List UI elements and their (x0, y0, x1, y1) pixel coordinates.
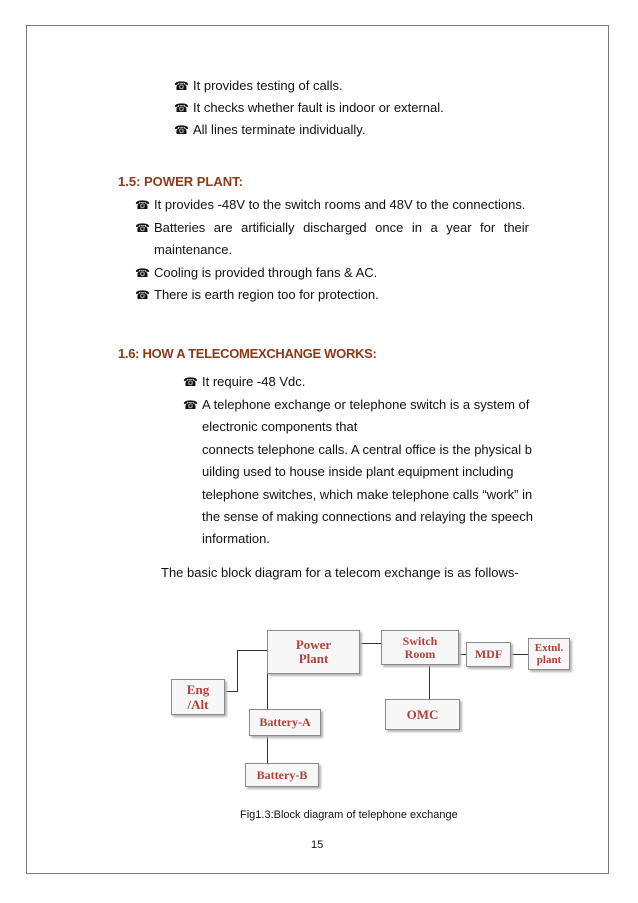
connector (359, 643, 381, 644)
node-switch-room: Switch Room (381, 630, 459, 665)
page-number: 15 (311, 839, 324, 851)
telephone-icon: ☎ (174, 79, 189, 93)
figure-caption: Fig1.3:Block diagram of telephone exchange (240, 809, 458, 821)
telephone-icon: ☎ (135, 198, 150, 212)
section-heading-exchange-works: 1.6: HOW A TELECOMEXCHANGE WORKS: (118, 346, 377, 361)
power-item: It provides -48V to the switch rooms and 48V to the connections. (154, 197, 526, 212)
telephone-icon: ☎ (183, 398, 198, 412)
connector (459, 654, 466, 655)
section-heading-power-plant: 1.5: POWER PLANT: (118, 174, 243, 189)
connector (510, 654, 528, 655)
works-item: A telephone exchange or telephone switch is a system of (202, 397, 530, 412)
works-item: It require -48 Vdc. (202, 374, 306, 389)
telephone-icon: ☎ (183, 375, 198, 389)
power-item: Cooling is provided through fans & AC. (154, 265, 378, 280)
power-item: There is earth region too for protection. (154, 287, 379, 302)
telephone-icon: ☎ (174, 123, 189, 137)
works-item-continued: uilding used to house inside plant equipment including (202, 464, 514, 479)
works-item-continued: information. (202, 531, 270, 546)
connector (429, 664, 430, 699)
works-item-continued: connects telephone calls. A central office is the physical b (202, 442, 533, 457)
works-item-continued: electronic components that (202, 419, 358, 434)
connector (237, 650, 267, 651)
power-item-continued: maintenance. (154, 242, 233, 257)
node-battery-b: Battery-B (245, 763, 319, 787)
intro-item: It checks whether fault is indoor or external. (193, 100, 444, 115)
node-battery-a: Battery-A (249, 709, 321, 736)
intro-item: It provides testing of calls. (193, 78, 343, 93)
intro-item: All lines terminate individually. (193, 122, 366, 137)
works-item-continued: the sense of making connections and relaying the speech (202, 509, 533, 524)
works-item-continued: telephone switches, which make telephone calls “work” in (202, 487, 533, 502)
node-power-plant: Power Plant (267, 630, 360, 674)
telephone-icon: ☎ (135, 266, 150, 280)
node-omc: OMC (385, 699, 460, 730)
telephone-icon: ☎ (135, 221, 150, 235)
telephone-icon: ☎ (135, 288, 150, 302)
diagram-lead-in: The basic block diagram for a telecom exchange is as follows- (161, 565, 519, 580)
power-item: Batteries are artificially discharged once in a year for their (154, 220, 529, 235)
node-extnl-plant: Extnl. plant (528, 638, 570, 670)
connector (237, 650, 238, 692)
node-eng-alt: Eng /Alt (171, 679, 225, 715)
node-mdf: MDF (466, 642, 511, 667)
telephone-icon: ☎ (174, 101, 189, 115)
